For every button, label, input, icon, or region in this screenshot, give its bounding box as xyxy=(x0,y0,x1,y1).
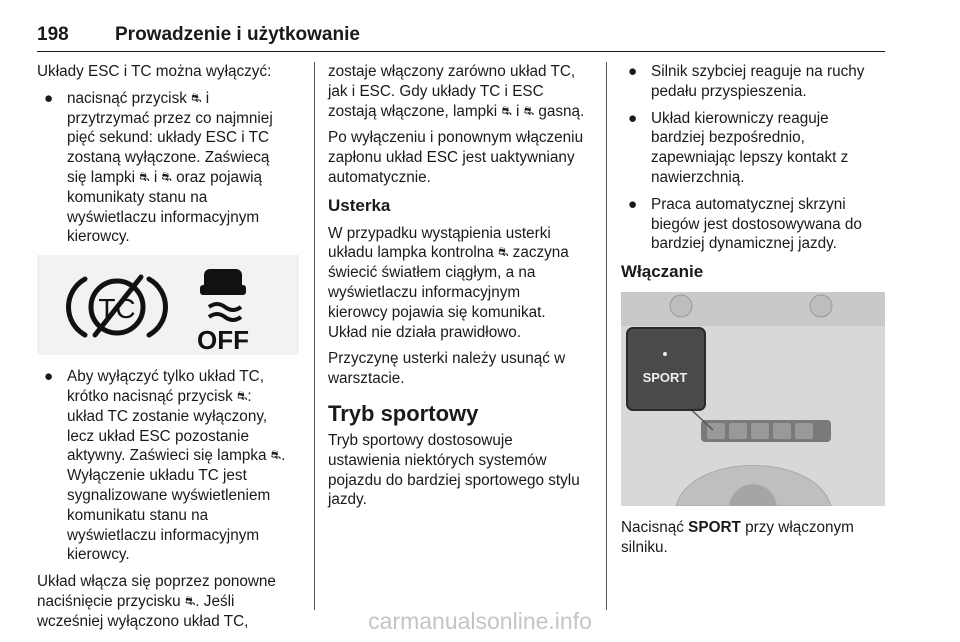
paragraph-workshop: Przyczynę usterki należy usunąć w warsztacie. xyxy=(328,350,566,388)
column-2 xyxy=(328,62,596,517)
heading-switch-on: Włączanie xyxy=(621,262,704,282)
figure-tc-off-indicators xyxy=(37,255,299,355)
bullet-steering: ● Układ kierowniczy reaguje bardziej bezpośrednio, zapewniając lepszy kontakt z nawierzchnią. xyxy=(628,109,849,186)
bullet-dot: ● xyxy=(44,89,54,107)
sport-button-illustration xyxy=(621,292,885,506)
car-skid-icon: ⛐ xyxy=(184,593,196,608)
bullet-esc-tc-off: ● nacisnąć przycisk ⛐ i przytrzymać przez co najmniej pięć sekund: układy ESC i TC zostaną wyłączone. Zaświecą się lampki ⛐ i ⛐ oraz pojawią komunikaty stanu na wyświetlaczu informacyjnym kierowcy. xyxy=(44,89,273,246)
column-1 xyxy=(37,62,299,639)
paragraph-ignition: Po wyłączeniu i ponownym włączeniu zapłonu układ ESC jest uaktywniany automatycznie. xyxy=(328,129,584,186)
bullet-tc-only-off: ● Aby wyłączyć tylko układ TC, krótko nacisnąć przycisk ⛐: układ TC zostanie wyłączony, lecz układ ESC pozostanie aktywny. Zaświeci się lampka ⛐. Wyłączenie układu TC jest sygnalizowane wyświetleniem komunikatu stanu na wyświetlaczu informacyjnym kierowcy. xyxy=(44,368,286,564)
page-title: Prowadzenie i użytkowanie xyxy=(115,24,360,45)
car-skid-lamp-icon: ⛐ xyxy=(498,245,509,260)
sport-button-label: SPORT xyxy=(642,369,688,385)
bullet-engine: ● Silnik szybciej reaguje na ruchy pedału przyspieszenia. xyxy=(628,63,865,100)
car-skid-lamp-icon: ⛐ xyxy=(139,169,150,184)
esc-off-lamp-icon: ⛐ xyxy=(501,103,512,118)
car-skid-icon: ⛐ xyxy=(237,388,248,403)
bullet-dot: ● xyxy=(44,368,54,386)
tc-off-illustration xyxy=(37,255,299,355)
heading-sport-mode: Tryb sportowy xyxy=(328,400,479,426)
figure-sport-button xyxy=(621,292,885,506)
sport-keyword: SPORT xyxy=(688,518,741,536)
heading-fault: Usterka xyxy=(328,195,391,215)
bullet-gearbox: ● Praca automatycznej skrzyni biegów jest dostosowywana do bardziej dynamicznej jazdy. xyxy=(628,195,862,253)
off-lamp-label: OFF xyxy=(197,325,249,356)
bullet-dot: ● xyxy=(628,195,638,213)
tc-lamp-label: TC xyxy=(98,293,136,325)
bullet-dot: ● xyxy=(628,63,638,80)
esc-off-lamp-icon: ⛐ xyxy=(161,169,172,184)
car-skid-lamp-icon: ⛐ xyxy=(523,103,535,118)
watermark: carmanualsonline.info xyxy=(368,608,592,634)
esc-off-lamp-icon xyxy=(200,269,246,320)
bullet-dot: ● xyxy=(628,109,638,127)
paragraph-fault: W przypadku wystąpienia usterki układu lampka kontrolna ⛐ zaczyna świecić światłem ciągłym, a na wyświetlaczu informacyjnym kierowcy pojawia się komunikat. Układ nie działa prawidłowo. xyxy=(328,224,569,341)
outro-text: Układ włącza się poprzez ponowne naciśnięcie przycisku ⛐. Jeśli wcześniej wyłączono układ TC, xyxy=(37,573,276,630)
paragraph-sport-mode: Tryb sportowy dostosowuje ustawienia niektórych systemów pojazdu do bardziej sportowego stylu jazdy. xyxy=(328,431,580,509)
paragraph-both-on: zostaje włączony zarówno układ TC, jak i ESC. Gdy układy TC i ESC zostają włączone, lampki ⛐ i ⛐ gasną. xyxy=(328,63,585,120)
esc-off-lamp-icon: ⛐ xyxy=(270,448,282,463)
page-number: 198 xyxy=(37,24,69,45)
page-header xyxy=(37,22,885,52)
column-divider-1 xyxy=(314,62,315,610)
column-divider-2 xyxy=(606,62,607,610)
car-skid-icon: ⛐ xyxy=(191,90,202,105)
column-3 xyxy=(621,62,887,565)
intro-text: Układy ESC i TC można wyłączyć: xyxy=(37,63,272,80)
paragraph-press-sport: Nacisnąć SPORT przy włączonym silniku. xyxy=(621,518,854,556)
